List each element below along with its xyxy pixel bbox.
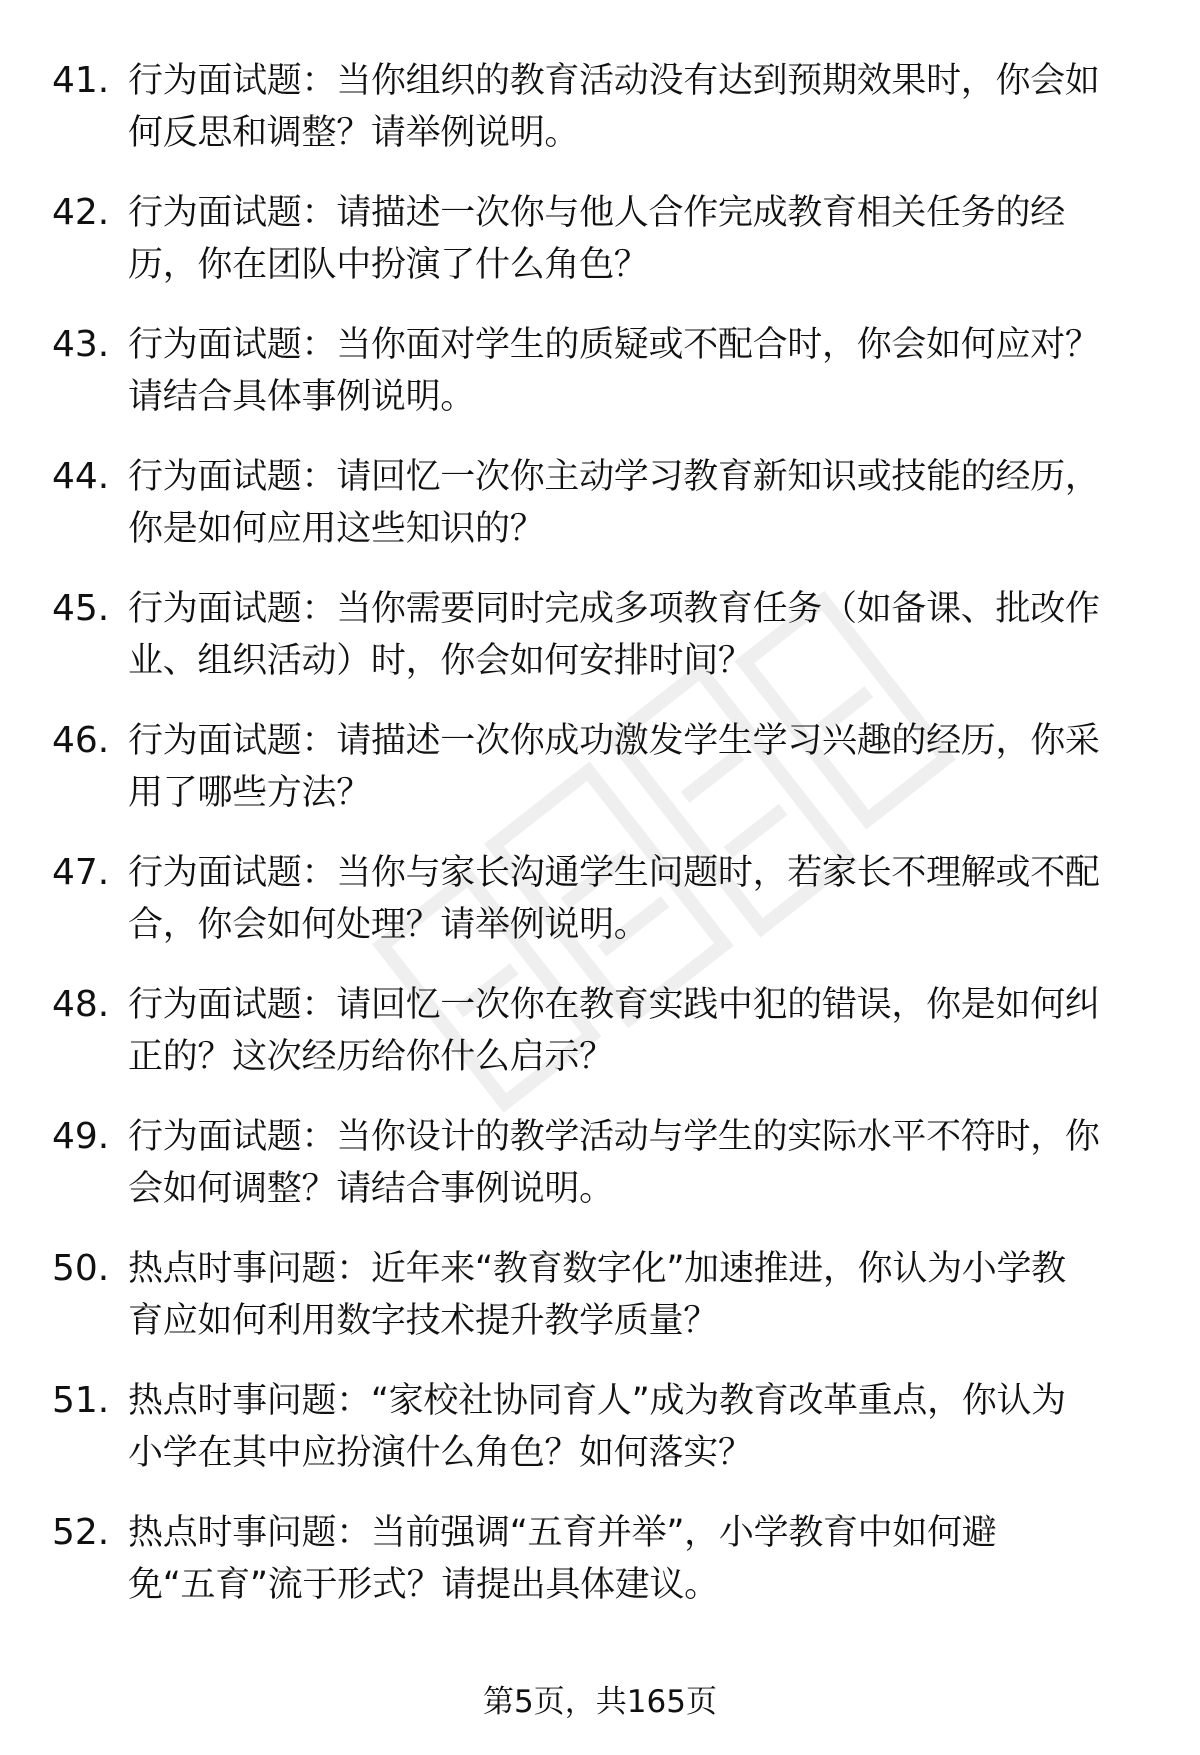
- list-item: [0, 715, 1200, 847]
- question-text-line-1: 行为面试题：当你与家长沟通学生问题时，若家长不理解或不配: [128, 853, 1100, 893]
- question-number: 47.: [52, 852, 110, 893]
- question-text-line-2: 请结合具体事例说明。: [128, 377, 476, 417]
- question-number: 49.: [52, 1116, 110, 1157]
- list-item: [0, 1507, 1200, 1639]
- question-text-line-1: 热点时事问题：近年来“教育数字化”加速推进，你认为小学教: [128, 1249, 1066, 1289]
- question-text-line-2: 用了哪些方法？: [128, 773, 371, 813]
- list-item: [0, 847, 1200, 979]
- question-text-line-2: 正的？这次经历给你什么启示？: [128, 1037, 614, 1077]
- question-text-line-1: 行为面试题：请回忆一次你在教育实践中犯的错误，你是如何纠: [128, 985, 1100, 1025]
- question-text-line-1: 行为面试题：请描述一次你与他人合作完成教育相关任务的经: [128, 193, 1065, 233]
- question-number: 46.: [52, 720, 110, 761]
- question-text-line-2: 会如何调整？请结合事例说明。: [128, 1169, 614, 1209]
- question-text-line-1: 行为面试题：当你组织的教育活动没有达到预期效果时，你会如: [128, 61, 1100, 101]
- list-item: [0, 583, 1200, 715]
- question-number: 52.: [52, 1512, 110, 1553]
- question-text-line-1: 热点时事问题：“家校社协同育人”成为教育改革重点，你认为: [128, 1381, 1066, 1421]
- question-text-line-2: 合，你会如何处理？请举例说明。: [128, 905, 649, 945]
- list-item: [0, 979, 1200, 1111]
- question-text-line-2: 育应如何利用数字技术提升教学质量？: [128, 1301, 718, 1341]
- question-number: 44.: [52, 456, 110, 497]
- question-number: 50.: [52, 1248, 110, 1289]
- list-item: [0, 1375, 1200, 1507]
- list-item: [0, 187, 1200, 319]
- question-text-line-1: 行为面试题：当你设计的教学活动与学生的实际水平不符时，你: [128, 1117, 1100, 1157]
- question-text-line-2: 业、组织活动）时，你会如何安排时间？: [128, 641, 753, 681]
- question-text-line-2: 免“五育”流于形式？请提出具体建议。: [128, 1565, 719, 1605]
- list-item: [0, 319, 1200, 451]
- list-item: [0, 1243, 1200, 1375]
- question-text-line-1: 行为面试题：当你需要同时完成多项教育任务（如备课、批改作: [128, 589, 1100, 629]
- question-number: 51.: [52, 1380, 110, 1421]
- question-number: 45.: [52, 588, 110, 629]
- question-list: [0, 55, 1200, 1639]
- question-number: 42.: [52, 192, 110, 233]
- question-number: 43.: [52, 324, 110, 365]
- list-item: [0, 1111, 1200, 1243]
- question-text-line-2: 你是如何应用这些知识的？: [128, 509, 545, 549]
- question-text-line-2: 何反思和调整？请举例说明。: [128, 113, 580, 153]
- question-text-line-1: 热点时事问题：当前强调“五育并举”，小学教育中如何避: [128, 1513, 997, 1553]
- question-number: 41.: [52, 60, 110, 101]
- question-number: 48.: [52, 984, 110, 1025]
- question-text-line-1: 行为面试题：请描述一次你成功激发学生学习兴趣的经历，你采: [128, 721, 1100, 761]
- list-item: [0, 55, 1200, 187]
- question-text-line-1: 行为面试题：请回忆一次你主动学习教育新知识或技能的经历，: [128, 457, 1100, 497]
- page-number-footer: 第5页，共165页: [483, 1684, 717, 1720]
- question-text-line-2: 小学在其中应扮演什么角色？如何落实？: [128, 1433, 753, 1473]
- question-text-line-2: 历，你在团队中扮演了什么角色？: [128, 245, 649, 285]
- question-text-line-1: 行为面试题：当你面对学生的质疑或不配合时，你会如何应对？: [128, 325, 1100, 365]
- list-item: [0, 451, 1200, 583]
